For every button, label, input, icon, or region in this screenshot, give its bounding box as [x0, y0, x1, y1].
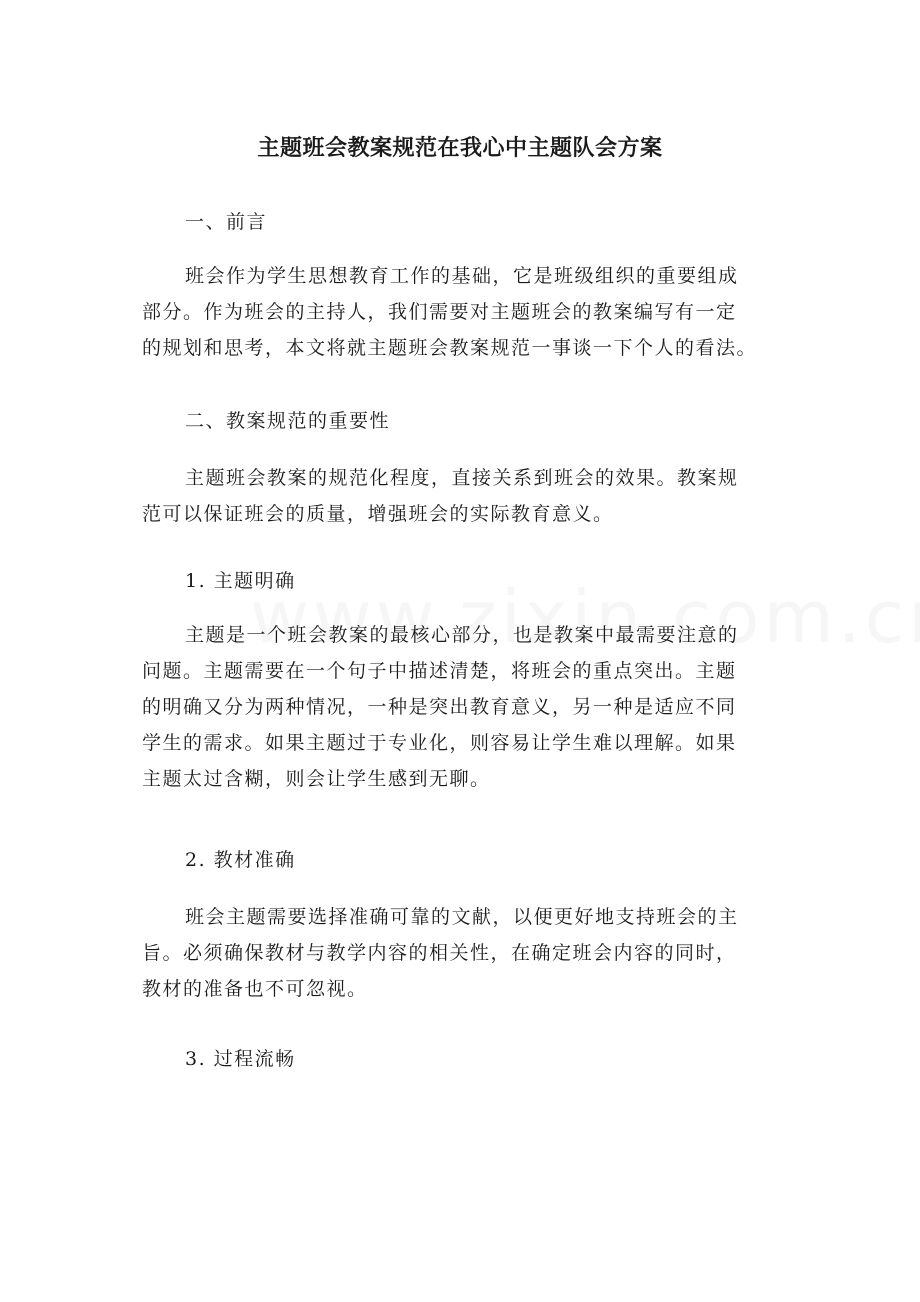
item-heading-process-smooth: 3. 过程流畅 [185, 1048, 296, 1070]
paragraph-theme-clear [142, 617, 782, 797]
paragraph-line: 主题是一个班会教案的最核心部分，也是教案中最需要注意的 [185, 624, 739, 646]
section-heading-preface: 一、前言 [185, 211, 268, 233]
paragraph-line: 问题。主题需要在一个句子中描述清楚，将班会的重点突出。主题 [142, 660, 737, 682]
paragraph-line: 班会作为学生思想教育工作的基础，它是班级组织的重要组成 [185, 265, 739, 287]
paragraph-line: 范可以保证班会的质量，增强班会的实际教育意义。 [142, 503, 614, 525]
item-heading-theme-clear: 1. 主题明确 [185, 570, 296, 592]
paragraph-line: 部分。作为班会的主持人，我们需要对主题班会的教案编写有一定 [142, 301, 737, 323]
paragraph-line: 学生的需求。如果主题过于专业化，则容易让学生难以理解。如果 [142, 732, 737, 754]
paragraph-line: 的规划和思考，本文将就主题班会教案规范一事谈一下个人的看法。 [142, 337, 758, 359]
paragraph-line: 旨。必须确保教材与教学内容的相关性，在确定班会内容的同时， [142, 942, 737, 964]
document-title: 主题班会教案规范在我心中主题队会方案 [257, 136, 663, 161]
paragraph-line: 主题班会教案的规范化程度，直接关系到班会的效果。教案规 [185, 467, 739, 489]
paragraph-line: 的明确又分为两种情况，一种是突出教育意义，另一种是适应不同 [142, 696, 737, 718]
paragraph-line: 班会主题需要选择准确可靠的文献，以便更好地支持班会的主 [185, 906, 739, 928]
paragraph-preface [142, 258, 782, 366]
paragraph-importance [142, 460, 782, 532]
item-heading-material-accurate: 2. 教材准确 [185, 849, 296, 871]
paragraph-line: 主题太过含糊，则会让学生感到无聊。 [142, 768, 491, 790]
paragraph-line: 教材的准备也不可忽视。 [142, 978, 368, 1000]
section-heading-importance: 二、教案规范的重要性 [185, 410, 391, 432]
paragraph-material-accurate [142, 899, 782, 1007]
